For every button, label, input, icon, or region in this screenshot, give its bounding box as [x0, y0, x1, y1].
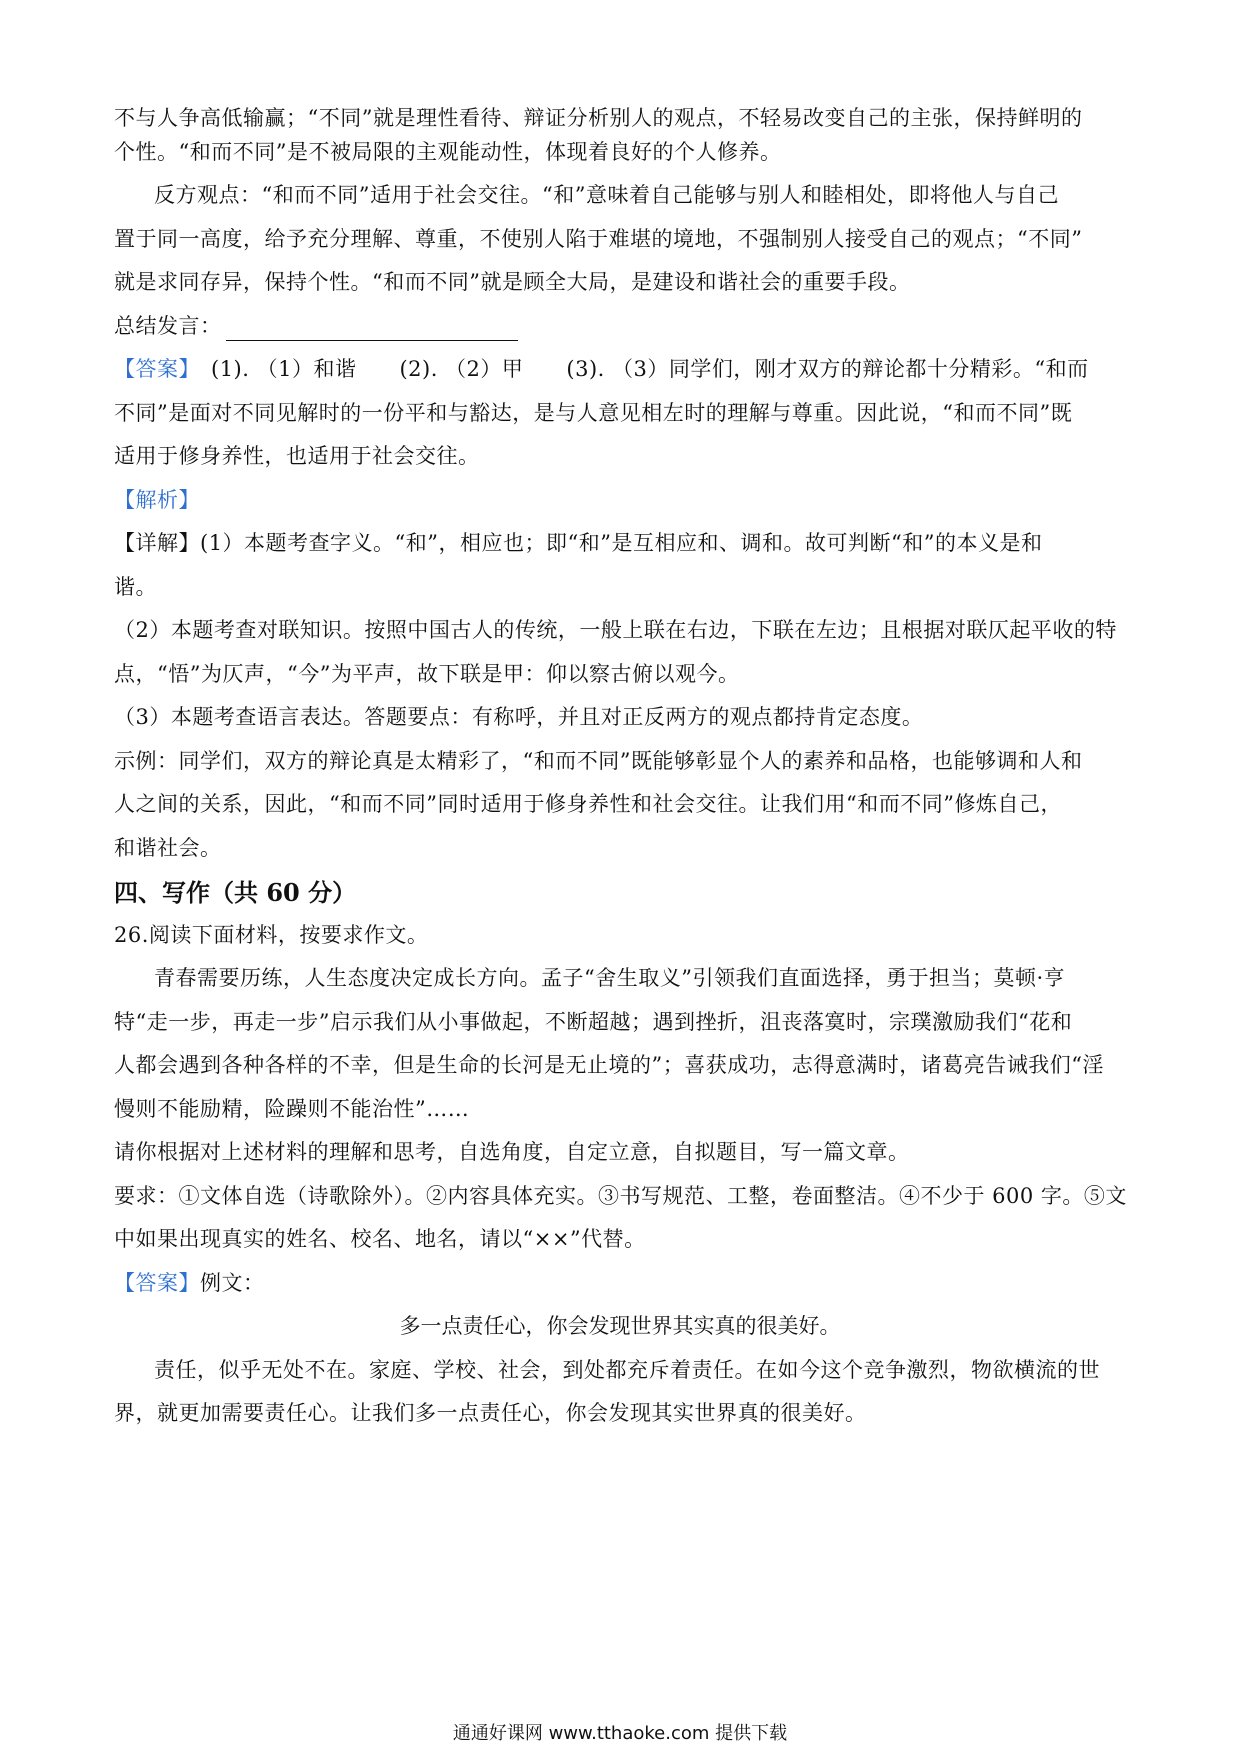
text-line: （2）本题考查对联知识。按照中国古人的传统，一般上联在右边，下联在左边；且根据对联仄起平收的特	[114, 618, 1117, 642]
text-line: 界，就更加需要责任心。让我们多一点责任心，你会发现其实世界真的很美好。	[114, 1401, 867, 1425]
text-line: 不同”是面对不同见解时的一份平和与豁达，是与人意见相左时的理解与尊重。因此说，“和而不同”既	[114, 401, 1073, 425]
text-line: 特“走一步，再走一步”启示我们从小事做起，不断超越；遇到挫折，沮丧落寞时，宗璞激励我们“花和	[114, 1010, 1073, 1034]
text-line: 人都会遇到各种各样的不幸，但是生命的长河是无止境的”；喜获成功，志得意满时，诸葛亮告诫我们“淫	[114, 1053, 1104, 1077]
essay-title: 多一点责任心，你会发现世界其实真的很美好。	[399, 1314, 841, 1338]
text-line: 中如果出现真实的姓名、校名、地名，请以“××”代替。	[114, 1227, 646, 1251]
analysis-line	[114, 485, 1130, 515]
answer-blank	[226, 320, 518, 341]
text-line: 不与人争高低输赢；“不同”就是理性看待、辩证分析别人的观点，不轻易改变自己的主张，保持鲜明的	[114, 106, 1083, 130]
text-line: 慢则不能励精，险躁则不能治性”……	[114, 1097, 470, 1121]
text-line: 示例：同学们，双方的辩论真是太精彩了，“和而不同”既能够彰显个人的素养和品格，也能够调和人和	[114, 749, 1083, 773]
page-footer: 通通好课网 www.tthaoke.com 提供下载	[452, 1723, 788, 1744]
text-line: 青春需要历练，人生态度决定成长方向。孟子“舍生取义”引领我们直面选择，勇于担当；莫顿·亨	[154, 966, 1066, 990]
text-line: 置于同一高度，给予充分理解、尊重，不使别人陷于难堪的境地，不强制别人接受自己的观点；“不同”	[114, 227, 1083, 251]
section-heading: 四、写作（共 60 分）	[114, 878, 357, 907]
text-line: 就是求同存异，保持个性。“和而不同”就是顾全大局，是建设和谐社会的重要手段。	[114, 270, 911, 294]
text-line: （3）本题考查语言表达。答题要点：有称呼，并且对正反两方的观点都持肯定态度。	[114, 705, 924, 729]
text-line: 谐。	[114, 575, 157, 599]
text-line: 责任，似乎无处不在。家庭、学校、社会，到处都充斥着责任。在如今这个竞争激烈，物欲横流的世	[154, 1358, 1100, 1382]
answer-tag: 【答案】	[114, 357, 190, 381]
text-line: 【详解】(1）本题考查字义。“和”，相应也；即“和”是互相应和、调和。故可判断“和”的本义是和	[114, 531, 1043, 555]
answer-text: (1). （1）和谐 (2). （2）甲 (3). （3）同学们，刚才双方的辩论都十分精彩。“和而	[189, 357, 1089, 381]
example-label: 例文：	[200, 1271, 265, 1295]
summary-label: 总结发言：	[114, 314, 222, 338]
answer-line	[114, 354, 1130, 384]
text-line: 个性。“和而不同”是不被局限的主观能动性，体现着良好的个人修养。	[114, 140, 782, 164]
text-line: 反方观点：“和而不同”适用于社会交往。“和”意味着自己能够与别人和睦相处，即将他人与自己	[154, 183, 1059, 207]
text-line: 和谐社会。	[114, 836, 222, 860]
answer-line	[114, 1268, 1130, 1298]
text-line: 点，“悟”为仄声，“今”为平声，故下联是甲：仰以察古俯以观今。	[114, 662, 740, 686]
text-line: 请你根据对上述材料的理解和思考，自选角度，自定立意，自拟题目，写一篇文章。	[114, 1140, 910, 1164]
question-line: 26.阅读下面材料，按要求作文。	[114, 923, 429, 947]
text-line: 适用于修身养性，也适用于社会交往。	[114, 444, 480, 468]
analysis-tag: 【解析】	[114, 488, 200, 512]
summary-line	[114, 311, 1130, 341]
text-line: 要求：①文体自选（诗歌除外）。②内容具体充实。③书写规范、工整，卷面整洁。④不少于 600 字。⑤文	[114, 1184, 1127, 1208]
answer-tag: 【答案】	[114, 1271, 200, 1295]
text-line: 人之间的关系，因此，“和而不同”同时适用于修身养性和社会交往。让我们用“和而不同”修炼自己，	[114, 792, 1062, 816]
